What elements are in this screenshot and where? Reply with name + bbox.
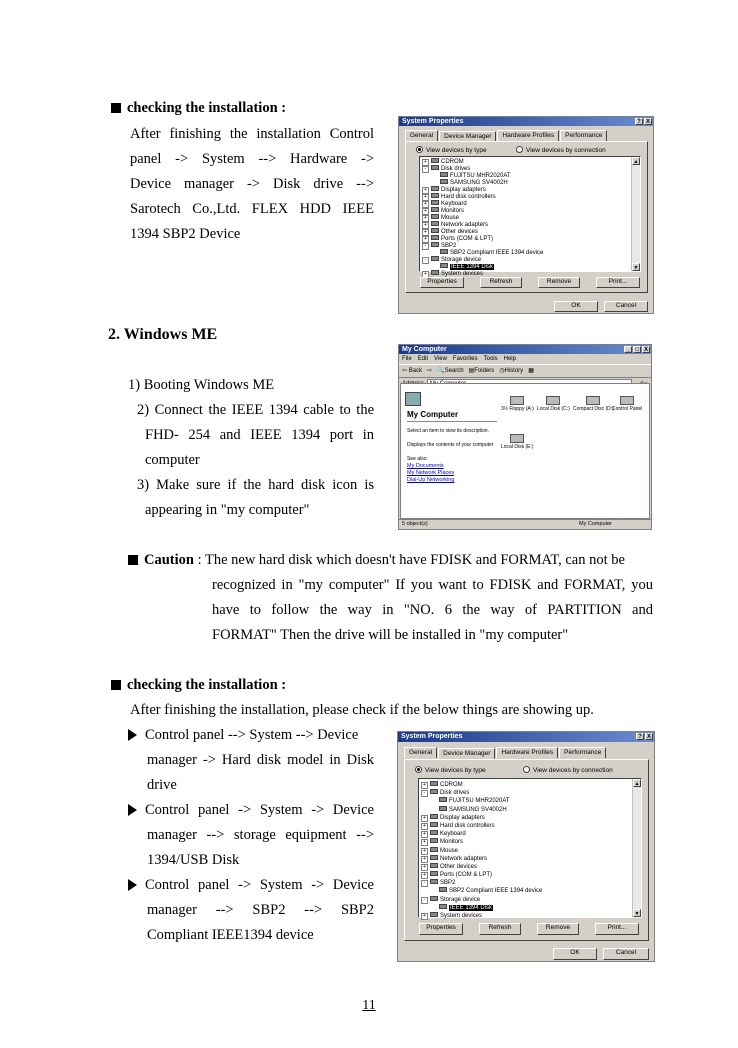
history-button[interactable]: ◷History bbox=[499, 368, 524, 374]
text-line: Device manager -> Disk drive --> bbox=[130, 176, 374, 192]
tree-scrollbar[interactable] bbox=[631, 157, 640, 271]
tree-node-label: SBP2 Compliant IEEE 1394 device bbox=[450, 250, 544, 256]
device-icon bbox=[431, 207, 439, 212]
tree-node-label: Network adapters bbox=[440, 855, 488, 862]
device-icon bbox=[430, 822, 438, 827]
view-by-connection-option[interactable]: View devices by connection bbox=[523, 766, 613, 774]
tree-node-label: SBP2 Compliant IEEE 1394 device bbox=[449, 888, 543, 895]
remove-button[interactable]: Remove bbox=[537, 923, 579, 935]
window-titlebar: System Properties ? X bbox=[399, 117, 653, 126]
section2-item-block bbox=[137, 473, 374, 498]
bullet-square-icon bbox=[111, 680, 121, 690]
see-also-label: See also: bbox=[407, 456, 428, 462]
expand-icon[interactable]: + bbox=[421, 831, 428, 838]
tree-node[interactable] bbox=[421, 855, 639, 863]
tab-performance[interactable]: Performance bbox=[559, 747, 606, 758]
maximize-button[interactable]: □ bbox=[633, 346, 641, 353]
section2-item-block bbox=[145, 423, 374, 473]
device-icon bbox=[431, 256, 439, 261]
expand-icon[interactable]: + bbox=[421, 856, 428, 863]
tree-node[interactable] bbox=[422, 263, 638, 270]
menu-tools[interactable]: Tools bbox=[483, 356, 498, 362]
text-line: FORMAT" Then the drive will be installed in "my computer" bbox=[212, 627, 569, 643]
panel-title: My Computer bbox=[407, 410, 459, 419]
device-icon bbox=[430, 879, 438, 884]
drive-c[interactable]: Local Disk (C:) bbox=[537, 396, 570, 412]
tree-node-label: Disk drives bbox=[440, 790, 470, 797]
device-icon bbox=[431, 228, 439, 233]
device-icon bbox=[440, 172, 448, 177]
tree-node-label: Display adapters bbox=[441, 187, 486, 193]
text-line: Control panel --> System --> Device bbox=[145, 727, 359, 743]
device-icon bbox=[440, 263, 448, 268]
tree-node[interactable] bbox=[421, 863, 639, 871]
section1-body bbox=[130, 122, 374, 247]
tree-node-label: Mouse bbox=[440, 847, 459, 854]
tree-node[interactable] bbox=[422, 179, 638, 186]
text-line: have to follow the way in "NO. 6 the way of PARTITION and bbox=[212, 602, 653, 618]
tree-node-label: Storage device bbox=[440, 896, 481, 903]
text-line: 1394/USB Disk bbox=[147, 852, 240, 868]
tree-node-label: IEEE 1394 Disk bbox=[450, 904, 493, 911]
window-titlebar: System Properties ? X bbox=[398, 732, 654, 742]
collapse-icon[interactable]: - bbox=[422, 243, 429, 250]
section3-intro: After finishing the installation, please check if the below things are showing up. bbox=[130, 702, 594, 718]
device-icon bbox=[431, 242, 439, 247]
device-icon bbox=[439, 797, 447, 802]
scroll-down-icon[interactable]: ▼ bbox=[633, 265, 639, 271]
tab-device-manager[interactable]: Device Manager bbox=[439, 131, 496, 142]
link-dialup[interactable]: Dial-Up Networking bbox=[407, 477, 455, 483]
section2-item-block bbox=[137, 398, 374, 423]
tree-node-label: IEEE 1394 Disk bbox=[451, 264, 494, 270]
control-panel-icon bbox=[620, 396, 634, 405]
menu-favorites[interactable]: Favorites bbox=[452, 356, 478, 362]
section3-bullet bbox=[128, 798, 374, 873]
collapse-icon[interactable]: - bbox=[422, 166, 429, 173]
expand-icon[interactable]: + bbox=[421, 815, 428, 822]
tree-node-label: SBP2 bbox=[441, 243, 457, 249]
section1-heading: checking the installation : bbox=[111, 96, 286, 121]
back-button[interactable]: ⇦ Back bbox=[402, 368, 423, 374]
tree-node[interactable] bbox=[421, 904, 639, 912]
text-line: FHD- 254 and IEEE 1394 port in bbox=[145, 427, 374, 443]
folders-button[interactable]: ▤Folders bbox=[468, 368, 495, 374]
device-icon bbox=[431, 193, 439, 198]
close-button[interactable]: X bbox=[645, 119, 650, 125]
tree-node[interactable] bbox=[421, 879, 639, 887]
bullet-arrow-icon bbox=[128, 804, 137, 816]
expand-icon[interactable]: + bbox=[421, 872, 428, 879]
link-my-documents[interactable]: My Documents bbox=[407, 463, 444, 469]
collapse-icon[interactable]: - bbox=[421, 897, 428, 904]
menu-view[interactable]: View bbox=[434, 356, 447, 362]
scroll-up-icon[interactable]: ▲ bbox=[633, 159, 639, 165]
device-icon bbox=[440, 249, 448, 254]
cancel-button[interactable]: Cancel bbox=[604, 301, 648, 312]
expand-icon[interactable]: + bbox=[422, 208, 429, 215]
tree-node[interactable] bbox=[422, 270, 638, 277]
hard-disk-icon bbox=[510, 434, 524, 443]
caution-first-line bbox=[128, 548, 625, 573]
text-line: drive bbox=[147, 777, 177, 793]
menu-bar bbox=[399, 354, 651, 365]
device-icon bbox=[431, 165, 439, 170]
text-line: Control panel -> System -> Device bbox=[145, 802, 374, 818]
tree-node[interactable] bbox=[421, 814, 639, 822]
section2-item: appearing in "my computer" bbox=[145, 502, 310, 518]
tree-node[interactable] bbox=[422, 165, 638, 172]
tree-node[interactable] bbox=[422, 242, 638, 249]
bullet-square-icon bbox=[128, 555, 138, 565]
expand-icon[interactable]: + bbox=[421, 782, 428, 789]
tree-node-label: SBP2 bbox=[440, 880, 456, 887]
device-tree[interactable] bbox=[419, 156, 641, 277]
device-icon bbox=[431, 221, 439, 226]
search-button[interactable]: 🔍Search bbox=[437, 368, 464, 374]
device-icon bbox=[430, 814, 438, 819]
radio-icon bbox=[416, 146, 423, 153]
bullet-arrow-icon bbox=[128, 879, 137, 891]
tree-node[interactable] bbox=[421, 830, 639, 838]
menu-file[interactable]: File bbox=[402, 356, 412, 362]
tree-node[interactable] bbox=[422, 235, 638, 242]
cd-drive-icon bbox=[586, 396, 600, 405]
link-network-places[interactable]: My Network Places bbox=[407, 470, 455, 476]
tree-node-label: Display adapters bbox=[440, 814, 485, 821]
tree-node[interactable] bbox=[421, 797, 639, 805]
tree-node-label: System devices bbox=[441, 271, 484, 277]
ok-button[interactable]: OK bbox=[553, 948, 597, 960]
device-icon bbox=[439, 887, 447, 892]
expand-icon[interactable]: + bbox=[422, 187, 429, 194]
close-button[interactable]: X bbox=[643, 347, 648, 353]
forward-icon[interactable]: ⇨ bbox=[427, 368, 433, 374]
caution-body bbox=[212, 573, 653, 648]
print-button[interactable]: Print... bbox=[595, 923, 639, 935]
content-pane bbox=[400, 383, 650, 519]
tree-scrollbar[interactable] bbox=[632, 779, 641, 917]
text-line: panel -> System --> Hardware -> bbox=[130, 151, 374, 167]
expand-icon[interactable]: + bbox=[421, 839, 428, 846]
expand-icon[interactable]: + bbox=[422, 201, 429, 208]
tab-general[interactable]: General bbox=[405, 130, 438, 141]
floppy-drive-icon bbox=[510, 396, 524, 405]
text-line: manager --> storage equipment --> bbox=[147, 827, 374, 843]
tree-node[interactable] bbox=[421, 838, 639, 846]
ok-button[interactable]: OK bbox=[554, 301, 598, 312]
computer-icon bbox=[405, 392, 421, 406]
text-line: manager --> SBP2 --> SBP2 bbox=[147, 902, 374, 918]
text-line: After finishing the installation Control bbox=[130, 126, 374, 142]
tree-node[interactable] bbox=[422, 200, 638, 207]
tree-node-label: SAMSUNG SV4002H bbox=[450, 180, 508, 186]
bullet-square-icon bbox=[111, 103, 121, 113]
caution-text: : The new hard disk which doesn't have FDISK and FORMAT, can not be bbox=[197, 552, 625, 568]
tree-node-label: System devices bbox=[440, 913, 483, 919]
tab-strip bbox=[398, 742, 654, 758]
expand-icon[interactable]: + bbox=[422, 236, 429, 243]
device-manager-panel bbox=[405, 141, 648, 293]
section3-bullet bbox=[128, 873, 374, 948]
tree-node[interactable] bbox=[422, 214, 638, 221]
my-computer-window bbox=[398, 344, 652, 530]
device-icon bbox=[430, 896, 438, 901]
expand-icon[interactable]: + bbox=[422, 215, 429, 222]
tree-node-label: Monitors bbox=[441, 208, 465, 214]
menu-edit[interactable]: Edit bbox=[417, 356, 429, 362]
tab-hardware-profiles[interactable]: Hardware Profiles bbox=[497, 130, 559, 141]
text-line: Compliant IEEE1394 device bbox=[147, 927, 314, 943]
device-icon bbox=[430, 863, 438, 868]
tree-node[interactable] bbox=[422, 256, 638, 263]
tab-performance[interactable]: Performance bbox=[560, 130, 607, 141]
tree-node-label: Keyboard bbox=[441, 201, 467, 207]
section3-heading: checking the installation : bbox=[111, 673, 286, 698]
scroll-down-icon[interactable]: ▼ bbox=[634, 911, 640, 917]
text-line: 1394 SBP2 Device bbox=[130, 226, 241, 242]
device-icon bbox=[430, 838, 438, 843]
section2-heading: 2. Windows ME bbox=[108, 326, 218, 343]
properties-button[interactable]: Properties bbox=[419, 923, 463, 935]
collapse-icon[interactable]: - bbox=[421, 790, 428, 797]
tree-node[interactable] bbox=[422, 249, 638, 256]
refresh-button[interactable]: Refresh bbox=[479, 923, 521, 935]
text-line: computer bbox=[145, 452, 200, 468]
tree-node-label: Mouse bbox=[441, 215, 460, 221]
bullet-arrow-icon bbox=[128, 729, 137, 741]
expand-icon[interactable]: + bbox=[422, 229, 429, 236]
collapse-icon[interactable]: - bbox=[421, 880, 428, 887]
cancel-button[interactable]: Cancel bbox=[603, 948, 649, 960]
device-icon bbox=[431, 270, 439, 275]
expand-icon[interactable]: + bbox=[421, 913, 428, 920]
tree-node-label: SAMSUNG SV4002H bbox=[449, 806, 507, 813]
tree-node[interactable] bbox=[421, 781, 639, 789]
radio-icon bbox=[523, 766, 530, 773]
tree-node[interactable] bbox=[421, 822, 639, 830]
tree-node[interactable] bbox=[422, 193, 638, 200]
divider bbox=[407, 421, 497, 422]
tree-node-label: Other devices bbox=[440, 863, 478, 870]
radio-icon bbox=[516, 146, 523, 153]
tree-node[interactable] bbox=[421, 871, 639, 879]
tree-node[interactable] bbox=[422, 158, 638, 165]
expand-icon[interactable]: + bbox=[421, 848, 428, 855]
section2-item: 1) Booting Windows ME bbox=[128, 377, 275, 393]
text-line: manager -> Hard disk model in Disk bbox=[147, 752, 374, 768]
tree-node[interactable] bbox=[422, 172, 638, 179]
radio-icon bbox=[415, 766, 422, 773]
expand-icon[interactable]: + bbox=[422, 271, 429, 278]
expand-icon[interactable]: + bbox=[422, 222, 429, 229]
device-icon bbox=[431, 200, 439, 205]
device-icon bbox=[440, 179, 448, 184]
device-icon bbox=[430, 847, 438, 852]
view-by-connection-option[interactable]: View devices by connection bbox=[516, 146, 606, 154]
displays-text: Displays the contents of your computer bbox=[407, 442, 494, 448]
help-button[interactable]: ? bbox=[636, 733, 644, 740]
tree-node-label: FUJITSU MHR2020AT bbox=[449, 798, 510, 805]
remove-button[interactable]: Remove bbox=[538, 277, 580, 288]
tree-node-label: Monitors bbox=[440, 839, 464, 846]
device-icon bbox=[430, 871, 438, 876]
status-bar: 5 object(s) My Computer bbox=[399, 519, 651, 529]
expand-icon[interactable]: + bbox=[421, 823, 428, 830]
scroll-up-icon[interactable]: ▲ bbox=[634, 781, 640, 787]
views-icon[interactable]: ▦ bbox=[528, 368, 534, 374]
see-also-links bbox=[407, 463, 454, 484]
device-icon bbox=[431, 158, 439, 163]
tree-node[interactable] bbox=[422, 207, 638, 214]
tree-node[interactable] bbox=[422, 221, 638, 228]
view-by-type-option[interactable]: View devices by type bbox=[416, 146, 487, 154]
device-icon bbox=[430, 789, 438, 794]
text-line: Sarotech Co.,Ltd. FLEX HDD IEEE bbox=[130, 201, 374, 217]
tree-node-label: Other devices bbox=[441, 229, 479, 235]
device-icon bbox=[439, 806, 447, 811]
page-number-wrap bbox=[0, 998, 738, 1014]
tree-node-label: Ports (COM & LPT) bbox=[440, 872, 493, 879]
expand-icon[interactable]: + bbox=[422, 159, 429, 166]
minimize-button[interactable]: _ bbox=[624, 346, 632, 353]
view-by-type-option[interactable]: View devices by type bbox=[415, 766, 486, 774]
device-icon bbox=[430, 781, 438, 786]
device-icon bbox=[431, 235, 439, 240]
tree-node[interactable] bbox=[421, 896, 639, 904]
tree-node-label: FUJITSU MHR2020AT bbox=[450, 173, 511, 179]
device-icon bbox=[430, 912, 438, 917]
toolbar bbox=[399, 365, 651, 378]
tab-device-manager[interactable]: Device Manager bbox=[438, 748, 495, 759]
hard-disk-icon bbox=[546, 396, 560, 405]
tree-node[interactable] bbox=[422, 186, 638, 193]
caution-label: Caution bbox=[144, 552, 194, 568]
collapse-icon[interactable]: - bbox=[422, 257, 429, 264]
tree-node[interactable] bbox=[421, 847, 639, 855]
text-line: Control panel -> System -> Device bbox=[145, 877, 374, 893]
properties-button[interactable]: Properties bbox=[420, 277, 464, 288]
help-button[interactable]: ? bbox=[635, 118, 643, 125]
device-tree[interactable] bbox=[418, 778, 642, 918]
expand-icon[interactable]: + bbox=[421, 864, 428, 871]
device-icon bbox=[430, 830, 438, 835]
drive-e[interactable]: Local Disk (E:) bbox=[501, 434, 534, 450]
tree-node[interactable] bbox=[421, 789, 639, 797]
refresh-button[interactable]: Refresh bbox=[480, 277, 522, 288]
tree-node-label: Hard disk controllers bbox=[441, 194, 496, 200]
tree-node-label: CDROM bbox=[440, 782, 463, 788]
tree-node[interactable] bbox=[421, 887, 639, 895]
drive-d[interactable]: Compact Disc (D:) bbox=[573, 396, 614, 412]
tree-node[interactable] bbox=[422, 228, 638, 235]
text-line: recognized in "my computer" If you want to FDISK and FORMAT, you bbox=[212, 577, 653, 593]
tree-node-label: Disk drives bbox=[441, 166, 471, 172]
device-manager-panel bbox=[404, 759, 649, 941]
menu-help[interactable]: Help bbox=[503, 356, 516, 362]
tree-node-label: CDROM bbox=[441, 159, 464, 165]
device-icon bbox=[431, 214, 439, 219]
text-line: 2) Connect the IEEE 1394 cable to the bbox=[137, 402, 374, 418]
tree-node-label: Ports (COM & LPT) bbox=[441, 236, 494, 242]
expand-icon[interactable]: + bbox=[422, 194, 429, 201]
tree-node[interactable] bbox=[421, 912, 639, 920]
device-icon bbox=[439, 904, 447, 909]
tree-node-label: Network adapters bbox=[441, 222, 489, 228]
close-button[interactable]: X bbox=[646, 734, 651, 740]
tree-node-label: Hard disk controllers bbox=[440, 822, 495, 829]
page-number: 11 bbox=[362, 998, 376, 1013]
system-properties-window bbox=[398, 116, 654, 314]
section3-bullet bbox=[128, 723, 374, 798]
tab-strip bbox=[399, 126, 653, 141]
device-icon bbox=[431, 186, 439, 191]
select-hint: Select an item to view its description. bbox=[407, 428, 489, 434]
print-button[interactable]: Print... bbox=[596, 277, 640, 288]
text-line: 3) Make sure if the hard disk icon is bbox=[137, 477, 374, 493]
system-properties-window-2 bbox=[397, 731, 655, 962]
control-panel[interactable]: Control Panel bbox=[612, 396, 642, 412]
tree-node[interactable] bbox=[421, 806, 639, 814]
window-titlebar: My Computer _ □ X bbox=[399, 345, 651, 354]
tab-general[interactable]: General bbox=[404, 747, 437, 758]
tree-node-label: Keyboard bbox=[440, 831, 466, 838]
drive-floppy[interactable]: 3½ Floppy (A:) bbox=[501, 396, 534, 412]
tab-hardware-profiles[interactable]: Hardware Profiles bbox=[496, 747, 558, 758]
device-icon bbox=[430, 855, 438, 860]
tree-node-label: Storage device bbox=[441, 257, 482, 263]
